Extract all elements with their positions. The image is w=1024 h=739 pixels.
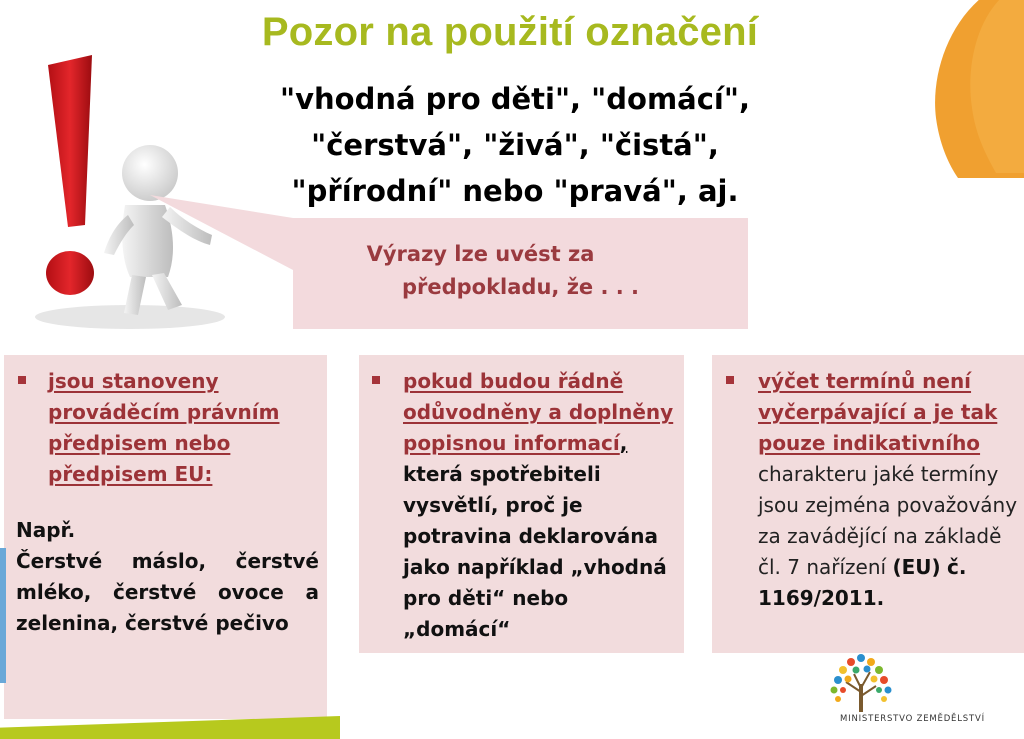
card-3-underlined-text: výčet termínů není vyčerpávající a je tak pouze indikativního <box>758 369 998 455</box>
card-3-text <box>758 366 1020 614</box>
condition-card-2 <box>359 355 684 653</box>
example-text: Čerstvé máslo, čerstvé mléko, čerstvé ovoce a zelenina, čerstvé pečivo <box>16 549 319 635</box>
card-2-text <box>403 366 679 645</box>
ministry-logo <box>818 652 1018 736</box>
card-2-rest-text: která spotřebiteli vysvětlí, proč je potravina deklarována jako například „vhodná pro děti“ nebo „domácí“ <box>403 462 667 641</box>
bullet-icon <box>726 376 734 384</box>
terms-list <box>265 76 765 214</box>
card-1-underlined-text: jsou stanoveny prováděcím právním předpisem nebo předpisem EU: <box>48 369 280 486</box>
left-blue-tab <box>0 548 6 683</box>
tree-logo-icon <box>826 652 896 714</box>
card-1-example <box>16 515 319 639</box>
example-heading: Např. <box>16 518 76 542</box>
card-3-rest-text: charakteru jaké termíny jsou zejména považovány za zavádějící na základě čl. 7 nařízení <box>758 462 1018 579</box>
card-3-eu: (EU) <box>892 555 941 579</box>
ministry-name: MINISTERSTVO ZEMĚDĚLSTVÍ <box>840 714 985 724</box>
callout-text <box>293 238 748 304</box>
callout-pointer <box>150 190 300 270</box>
bullet-icon <box>18 376 26 384</box>
card-2-comma: , <box>619 431 628 455</box>
page-title: Pozor na použití označení <box>261 10 759 54</box>
condition-card-1 <box>4 355 327 719</box>
callout-line-2: předpokladu, že . . . <box>401 275 640 299</box>
card-1-text <box>48 366 320 490</box>
green-bottom-bar <box>0 716 340 739</box>
condition-card-3 <box>712 355 1024 653</box>
callout-box <box>293 218 748 329</box>
terms-line-1: "vhodná pro děti", "domácí", <box>279 82 751 116</box>
callout-line-1: Výrazy lze uvést za <box>366 242 595 266</box>
card-2-underlined-text: pokud budou řádně odůvodněny a doplněny popisnou informací <box>403 369 674 455</box>
bullet-icon <box>372 376 380 384</box>
terms-line-2: "čerstvá", "živá", "čistá", <box>311 128 719 162</box>
terms-line-3: "přírodní" nebo "pravá", aj. <box>291 174 739 208</box>
card-3-regulation: č. 1169/2011. <box>758 555 967 610</box>
orange-corner-decoration <box>906 0 1024 178</box>
